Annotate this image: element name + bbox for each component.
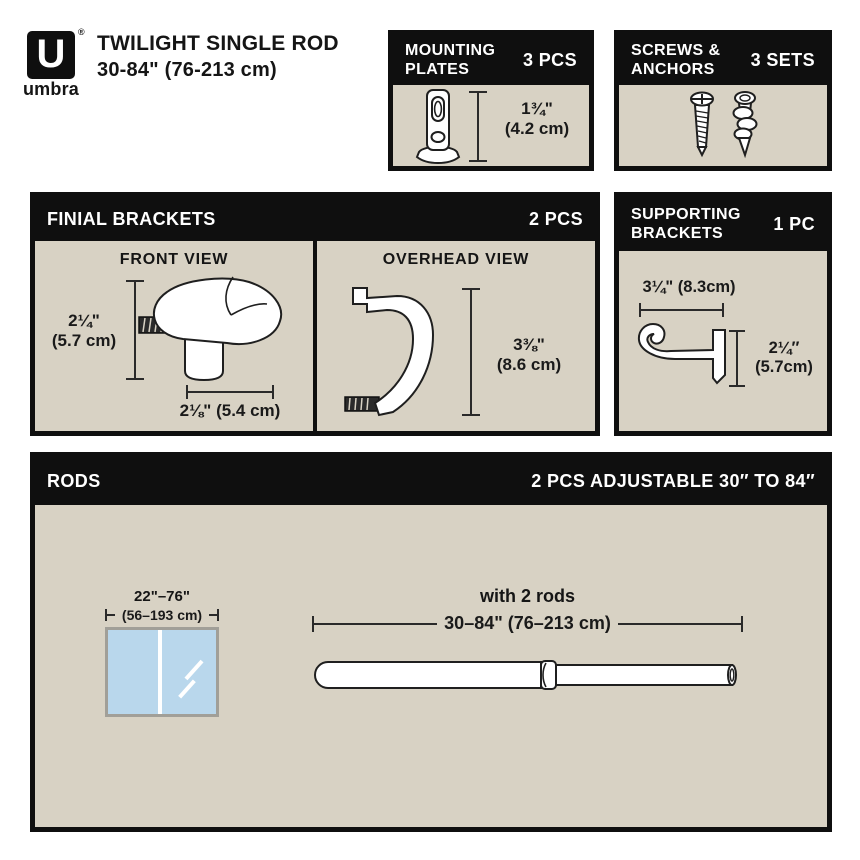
mounting-plates-title: MOUNTING PLATES (405, 42, 496, 78)
mounting-plate-height-dimension (469, 92, 487, 161)
supporting-height-label: 2¼″ (5.7cm) (755, 339, 813, 376)
window-range-inches: 22"–76" (134, 588, 190, 605)
finial-overhead-view-panel (317, 241, 595, 431)
product-size-range: 30-84" (76-213 cm) (97, 59, 277, 81)
screws-anchors-box (614, 30, 832, 171)
registered-trademark: ® (78, 27, 85, 37)
rods-title: RODS (47, 470, 101, 491)
rods-body (35, 505, 827, 827)
mounting-plate-dimension-label: 1¾" (4.2 cm) (504, 99, 570, 138)
overhead-view-label: OVERHEAD VIEW (382, 251, 530, 268)
window-illustration (105, 627, 219, 717)
umbra-logo-letter: U (36, 32, 66, 76)
overhead-screw (345, 397, 379, 411)
finial-height-label: 2¼" (5.7 cm) (51, 311, 117, 350)
finial-brackets-header (35, 197, 595, 241)
screws-anchors-qty: 3 SETS (750, 49, 815, 70)
window-reflection (184, 660, 203, 681)
finial-width-dimension (187, 385, 273, 399)
finial-brackets-body (35, 241, 595, 431)
mounting-plates-box (388, 30, 594, 171)
screws-anchors-header (619, 35, 827, 85)
finial-front-view-panel (35, 241, 313, 431)
umbra-wordmark: umbra (22, 79, 79, 99)
screw-and-anchor-illustration (619, 85, 827, 166)
mounting-plates-body (393, 85, 589, 166)
finial-brackets-box (30, 192, 600, 436)
supporting-brackets-title: SUPPORTING BRACKETS (631, 206, 741, 242)
umbra-logo-icon (27, 31, 75, 79)
supporting-brackets-qty: 1 PC (773, 213, 815, 234)
rod-size-group (312, 585, 743, 690)
window-range-cm: (56–193 cm) (121, 607, 203, 623)
mounting-plates-qty: 3 PCS (522, 49, 577, 70)
rods-box (30, 452, 832, 832)
rod-length-dimension (312, 613, 743, 634)
supporting-brackets-body (619, 251, 827, 431)
finial-depth-label: 3⅜" (8.6 cm) (496, 335, 562, 374)
product-title: TWILIGHT SINGLE ROD (97, 32, 339, 55)
rod-range: 30–84" (76–213 cm) (444, 613, 611, 633)
supporting-width-label: 3¼" (8.3cm) (642, 278, 736, 296)
rods-header (35, 457, 827, 505)
telescoping-rod-illustration (312, 660, 743, 690)
wall-anchor-icon (734, 92, 757, 155)
finial-width-label: 2⅛" (5.4 cm) (179, 401, 281, 420)
supporting-brackets-header (619, 197, 827, 251)
finial-depth-dimension (462, 289, 480, 415)
window-divider (158, 630, 162, 714)
screws-anchors-title: SCREWS & ANCHORS (631, 42, 721, 78)
rods-qty: 2 PCS ADJUSTABLE 30″ TO 84″ (531, 470, 815, 491)
screws-anchors-body (619, 85, 827, 166)
screw-icon (691, 93, 713, 156)
finial-brackets-title: FINIAL BRACKETS (47, 208, 216, 229)
supporting-width-dimension (640, 303, 723, 317)
rod-note: with 2 rods (479, 586, 575, 606)
mounting-plates-header (393, 35, 589, 85)
supporting-brackets-box (614, 192, 832, 436)
front-view-label: FRONT VIEW (119, 251, 229, 268)
finial-brackets-qty: 2 PCS (528, 208, 583, 229)
window-width-dimension (105, 607, 219, 623)
window-size-group (105, 589, 219, 717)
product-title-block (97, 31, 339, 83)
window-reflection (178, 679, 196, 698)
